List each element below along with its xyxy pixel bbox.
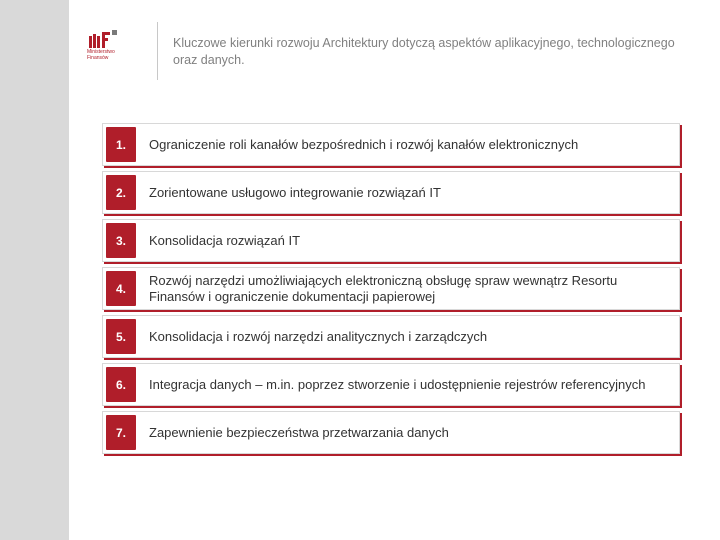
item-text-label: Rozwój narzędzi umożliwiających elektroniczną obsługę spraw wewnątrz Resortu Finansów i ograniczenie dokumentacji papierowej bbox=[149, 272, 618, 304]
ministry-logo bbox=[69, 0, 155, 80]
item-text bbox=[149, 268, 671, 309]
item-text-label: Zorientowane usługowo integrowanie rozwiązań IT bbox=[149, 184, 441, 200]
list-item bbox=[102, 171, 680, 214]
item-number-badge: 6. bbox=[106, 367, 136, 402]
list-item bbox=[102, 219, 680, 262]
item-number-badge: 3. bbox=[106, 223, 136, 258]
page-title: Kluczowe kierunki rozwoju Architektury dotyczą aspektów aplikacyjnego, technologicznego oraz danych. bbox=[173, 36, 675, 67]
list-item bbox=[102, 267, 680, 310]
item-text-label: Zapewnienie bezpieczeństwa przetwarzania danych bbox=[149, 424, 449, 440]
item-text bbox=[149, 172, 671, 213]
item-text-label: Ograniczenie roli kanałów bezpośrednich i rozwój kanałów elektronicznych bbox=[149, 136, 579, 152]
logo-text-line2: Finansów bbox=[87, 55, 109, 61]
list-item bbox=[102, 363, 680, 406]
item-text bbox=[149, 316, 671, 357]
item-text-label: Konsolidacja i rozwój narzędzi analitycznych i zarządczych bbox=[149, 328, 488, 344]
left-band bbox=[0, 0, 69, 540]
item-number-badge: 2. bbox=[106, 175, 136, 210]
item-number-badge: 7. bbox=[106, 415, 136, 450]
list-item bbox=[102, 123, 680, 166]
list-item bbox=[102, 315, 680, 358]
item-number-badge: 1. bbox=[106, 127, 136, 162]
item-text-label: Integracja danych – m.in. poprzez stworzenie i udostępnienie rejestrów referencyjnych bbox=[149, 376, 646, 392]
item-text bbox=[149, 124, 671, 165]
item-text-label: Konsolidacja rozwiązań IT bbox=[149, 232, 301, 248]
item-number-badge: 5. bbox=[106, 319, 136, 354]
logo-text-line1: Ministerstwo bbox=[87, 49, 115, 55]
list-item bbox=[102, 411, 680, 454]
header-divider bbox=[157, 22, 158, 80]
item-text bbox=[149, 412, 671, 453]
item-text bbox=[149, 220, 671, 261]
ministry-logo-icon bbox=[89, 30, 119, 48]
item-text bbox=[149, 364, 671, 405]
item-number-badge: 4. bbox=[106, 271, 136, 306]
ministry-logo-text bbox=[87, 49, 115, 61]
